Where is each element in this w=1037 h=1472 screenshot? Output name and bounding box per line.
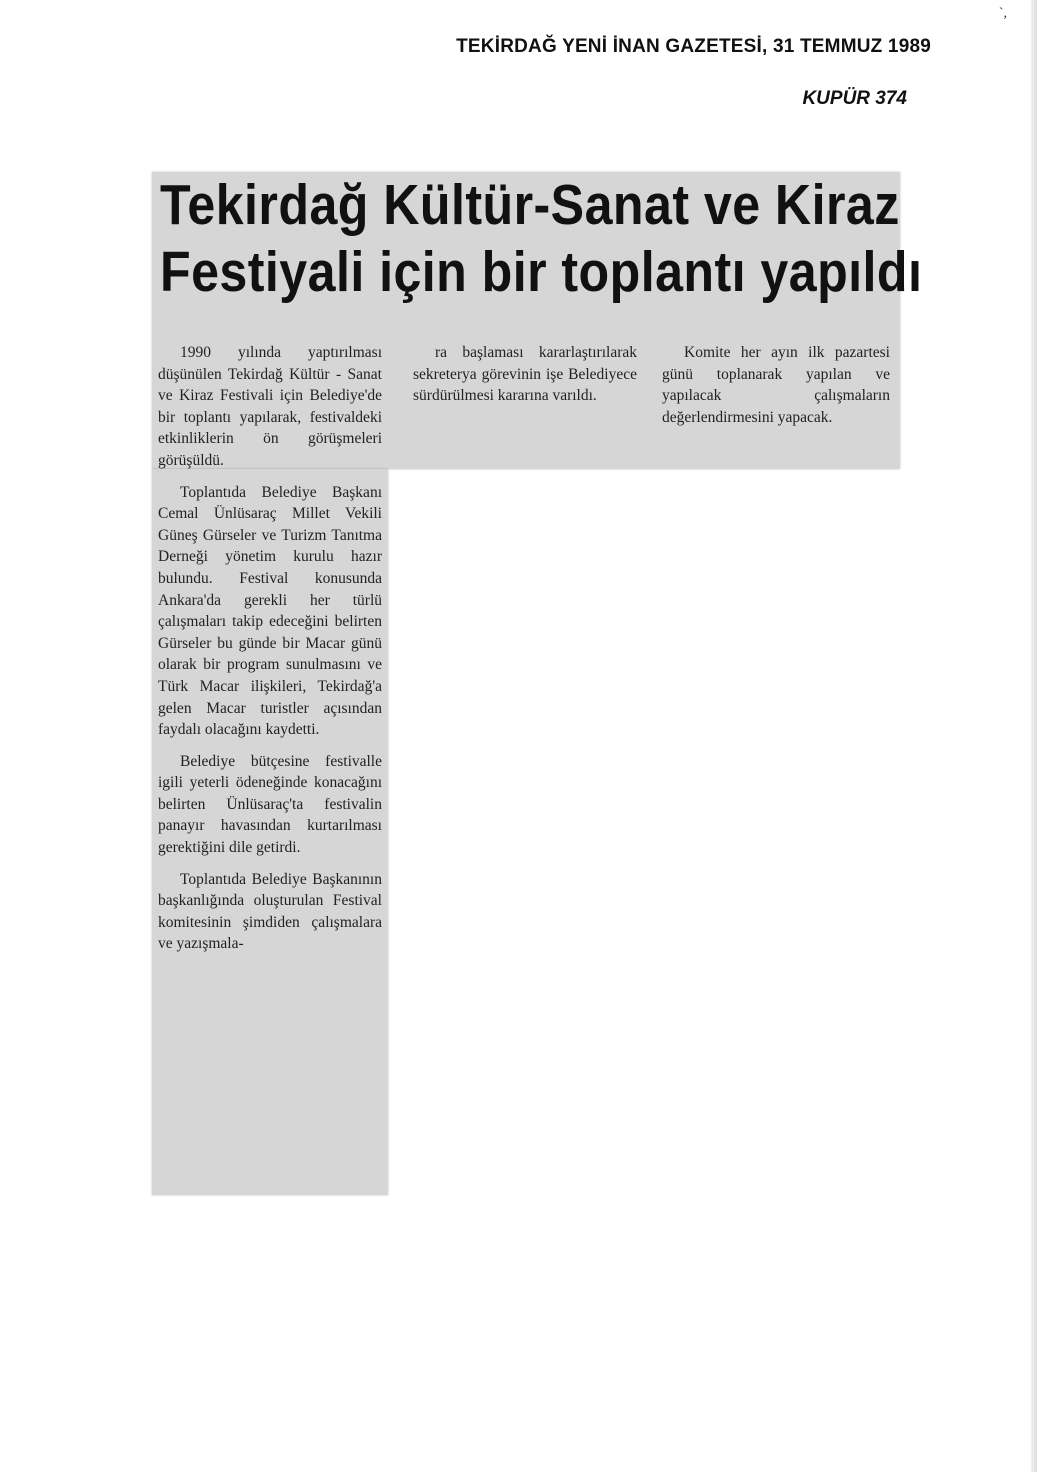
page-edge <box>1031 0 1037 1472</box>
paragraph: 1990 yılında yaptırılması düşünülen Tekirdağ Kültür - Sanat ve Kiraz Festivali için Belediye'de bir toplantı yapılarak, festivaldeki etkinliklerin ön görüşmeleri görüşüldü. <box>158 344 382 469</box>
scan-corner-mark: `, <box>998 6 1007 21</box>
paragraph: ra başlaması kararlaştırılarak sekreterya görevinin işe Belediyece sürdürülmesi kararına varıldı. <box>413 344 637 405</box>
article-column-3 <box>662 342 890 428</box>
headline-line-1: Tekirdağ Kültür-Sanat ve Kiraz <box>160 173 900 237</box>
paragraph: Toplantıda Belediye Başkanı Cemal Ünlüsaraç Millet Vekili Güneş Gürseler ve Turizm Tanıtma Derneği yönetim kurulu hazır bulundu. Festival konusunda Ankara'da gerekli her türlü çalışmaları takip edeceğini belirten Gürseler bu günde bir Macar günü olarak bir program sunulmasını ve Türk Macar ilişkileri, Tekirdağ'a gelen Macar turistler açısından faydalı olacağını kaydetti. <box>158 483 382 739</box>
article-column-2 <box>413 342 637 407</box>
clipping-code: KUPÜR 374 <box>802 88 907 109</box>
article-headline <box>160 172 923 305</box>
headline-line-2: Festiyali için bir toplantı yapıldı <box>160 239 923 304</box>
paragraph: Belediye bütçesine festivalle igili yeterli ödeneğinde konacağını belirten Ünlüsaraç'ta festivalin panayır havasından kurtarılması gerektiğini dile getirdi. <box>158 752 382 857</box>
source-line: TEKİRDAĞ YENİ İNAN GAZETESİ, 31 TEMMUZ 1989 <box>456 36 931 57</box>
article-column-1 <box>158 342 382 955</box>
paragraph: Komite her ayın ilk pazartesi günü toplanarak yapılan ve yapılacak çalışmaların değerlendirmesini yapacak. <box>662 344 890 426</box>
paragraph: Toplantıda Belediye Başkanının başkanlığında oluşturulan Festival komitesinin şimdiden çalışmalara ve yazışmala- <box>158 870 382 953</box>
